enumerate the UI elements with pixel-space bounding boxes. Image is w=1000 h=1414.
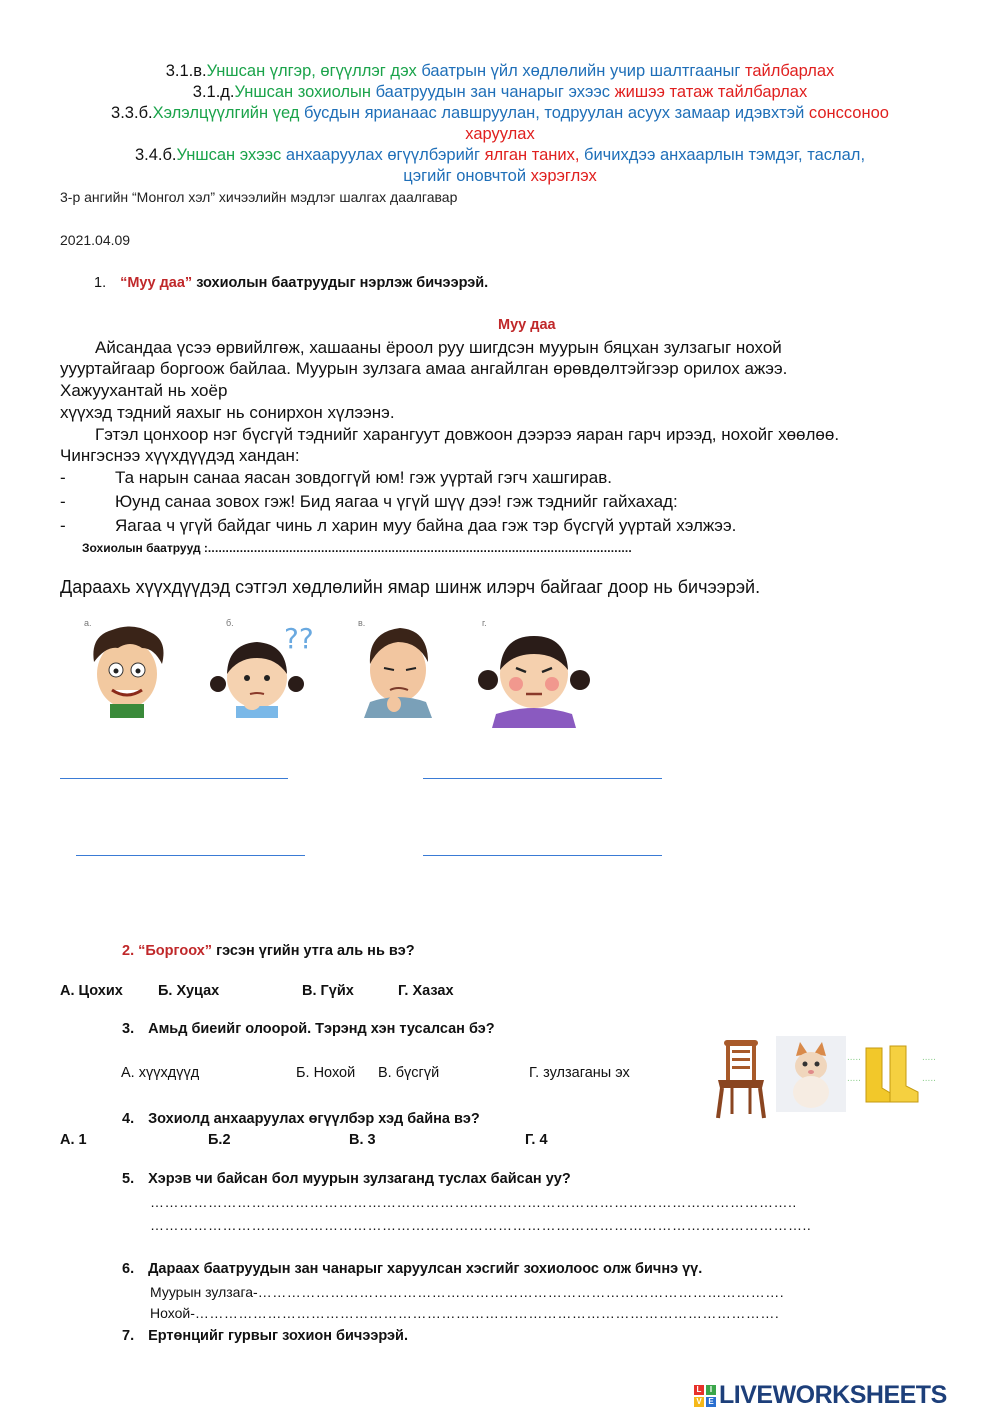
svg-text:??: ?? (284, 622, 314, 655)
child-d-image (476, 618, 596, 728)
question-6: 6. Дараах баатруудын зан чанарыг харуулсан хэсгийг зохиолоос олж бичнэ үү. (122, 1261, 703, 1277)
question-5: 5. Хэрэв чи байсан бол муурын зулзаганд туслах байсан уу? (122, 1171, 571, 1187)
q2-option-a[interactable]: А. Цохих (60, 983, 123, 999)
emotion-answer-line-2[interactable] (423, 778, 662, 779)
q2-option-b[interactable]: Б. Хуцах (158, 983, 220, 999)
objective-2: 3.1.д.Уншсан зохиолын баатруудын зан чанарыг эхээс жишээ татаж тайлбарлах (192, 83, 808, 101)
q3-option-c[interactable]: В. бүсгүй (378, 1065, 440, 1081)
child-b-label: б. (226, 618, 234, 628)
question-4: 4. Зохиолд анхааруулах өгүүлбэр хэд байна вэ? (122, 1111, 480, 1127)
q4-option-a[interactable]: А. 1 (60, 1132, 87, 1148)
child-a-label: а. (84, 618, 92, 628)
answer-dash-2-right[interactable]: ..... (922, 1073, 936, 1084)
dialogue-line-3: Яагаа ч үгүй байдаг чинь л харин муу байна даа гэж тэр бүсгүй уүртай хэлжээ. (115, 516, 737, 535)
story-line-6: Чингэснээ хүүхдүүдэд хандан: (60, 446, 300, 465)
objective-4: 3.4.б.Уншсан эхээс анхааруулах өгүүлбэрийг ялган таних, бичихдээ анхаарлын тэмдэг, таслал, (134, 146, 866, 164)
dialogue-line-2: Юунд санаа зовох гэж! Бид яагаа ч үгүй шүү дээ! гэж тэднийг гайхахад: (115, 492, 678, 511)
story-line-2: уууртайгаар боргоож байлаа. Муурын зулзага амаа ангайлган өрөвдөлтэйгээр орилох ажээ. (60, 359, 788, 378)
kitten-image[interactable] (776, 1036, 846, 1112)
brand-name: LIVEWORKSHEETS (719, 1381, 947, 1409)
story-line-4: хүүхэд тэдний яахыг нь сонирхон хүлээнэ. (60, 403, 395, 422)
chair-image[interactable] (712, 1038, 770, 1120)
q3-option-b[interactable]: Б. Нохой (296, 1065, 356, 1081)
q4-option-c[interactable]: В. 3 (349, 1132, 376, 1148)
question-7: 7. Ертөнцийг гурвыг зохион бичээрэй. (122, 1328, 408, 1344)
objective-1: 3.1.в.Уншсан үлгэр, өгүүллэг дэх баатрын үйл хөдлөлийн учир шалтгааныг тайлбарлах (165, 62, 835, 80)
emotions-prompt: Дараахь хүүхдүүдэд сэтгэл хөдлөлийн ямар шинж илэрч байгааг доор нь бичээрэй. (60, 577, 761, 597)
answer-dash-2-left[interactable]: ..... (847, 1073, 861, 1084)
dialogue-dash-1: - (60, 468, 66, 487)
objective-4-cont: цэгийг оновчтой хэрэглэх (403, 167, 597, 185)
question-3: 3. Амьд биеийг олоорой. Тэрэнд хэн тусалсан бэ? (122, 1021, 495, 1037)
q6-cat-row[interactable]: Муурын зулзага-………………………………………………………………………………………………. (150, 1284, 785, 1300)
story-title: Муу даа (498, 317, 556, 333)
answer-dash-1-right[interactable]: ..... (922, 1052, 936, 1063)
worksheet-date: 2021.04.09 (60, 232, 131, 248)
dialogue-line-1: Та нарын санаа яасан зовдоггүй юм! гэж уүртай гэгч хашгирав. (115, 468, 612, 487)
q2-option-c[interactable]: В. Гүйх (302, 983, 354, 999)
emotion-answer-line-3[interactable] (76, 855, 305, 856)
q4-option-b[interactable]: Б.2 (208, 1132, 231, 1148)
question-1: 1. “Муу даа” зохиолын баатруудыг нэрлэж бичээрэй. (94, 275, 489, 291)
q3-option-a[interactable]: А. хүүхдүүд (121, 1065, 200, 1081)
q5-answer-line-1[interactable]: …………………………………………………………………………………………………………………….. (150, 1194, 797, 1210)
child-c-image (356, 618, 446, 718)
heroes-answer[interactable]: Зохиолын баатрууд :........................................................................................................................ (82, 541, 632, 555)
objective-3-cont: харуулах (465, 125, 535, 143)
objective-3: 3.3.б.Хэлэлцүүлгийн үед бусдын ярианаас лавшруулан, тодруулан асуух замаар идэвхтэй сонссоноо (111, 104, 889, 122)
q3-option-d[interactable]: Г. зулзаганы эх (529, 1065, 630, 1081)
child-b-image (210, 618, 340, 718)
dialogue-dash-2: - (60, 492, 66, 511)
answer-dash-1-left[interactable]: ..... (847, 1052, 861, 1063)
q5-answer-line-2[interactable]: ……………………………………………………………………………………………………………………….. (150, 1217, 812, 1233)
child-a-image (82, 618, 172, 718)
worksheet-subtitle: 3-р ангийн “Монгол хэл” хичээлийн мэдлэг шалгах даалгавар (60, 189, 458, 205)
logo-icon: L I V E (694, 1385, 716, 1407)
story-line-5: Гэтэл цонхоор нэг бүсгүй тэднийг харангуут довжоон дээрээ яаран гарч ирээд, нохойг хөөлөө. (95, 425, 840, 444)
story-line-3: Хажуухантай нь хоёр (60, 381, 228, 400)
q6-dog-row[interactable]: Нохой-…………………………………………………………………………………………………………. (150, 1305, 780, 1321)
boots-image[interactable] (860, 1044, 920, 1106)
emotion-answer-line-4[interactable] (423, 855, 662, 856)
q2-option-d[interactable]: Г. Хазах (398, 983, 454, 999)
q4-option-d[interactable]: Г. 4 (525, 1132, 548, 1148)
dialogue-dash-3: - (60, 516, 66, 535)
story-line-1: Айсандаа үсээ өрвийлгөж, хашааны ёроол руу шигдсэн муурын бяцхан зулзагыг нохой (95, 338, 782, 357)
emotion-answer-line-1[interactable] (60, 778, 288, 779)
question-2: 2. “Боргоох” гэсэн үгийн утга аль нь вэ? (122, 943, 415, 959)
child-d-label: г. (482, 618, 487, 628)
child-c-label: в. (358, 618, 366, 628)
liveworksheets-logo[interactable] (694, 1381, 994, 1409)
